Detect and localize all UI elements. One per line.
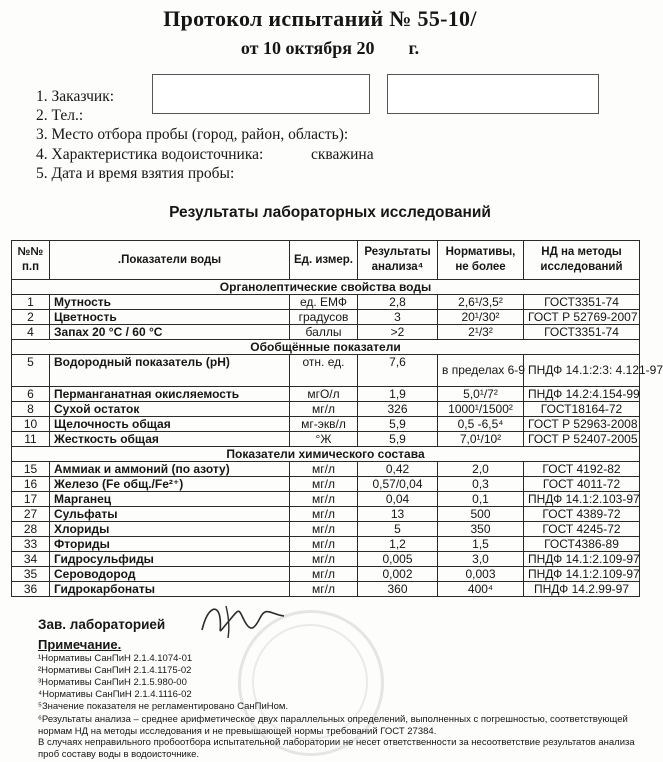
row-norm: 1,5 bbox=[438, 537, 524, 552]
results-table bbox=[11, 240, 663, 597]
row-norm: 7,0¹/10² bbox=[438, 432, 524, 447]
field-label: 4. Характеристика водоисточника: bbox=[36, 146, 264, 163]
row-result: 0,42 bbox=[358, 462, 438, 477]
row-result: 0,04 bbox=[358, 492, 438, 507]
row-unit: °Ж bbox=[290, 432, 358, 447]
row-unit: мгО/л bbox=[290, 387, 358, 402]
row-unit: градусов bbox=[290, 310, 358, 325]
table-row bbox=[12, 537, 640, 552]
col-header-result: Результаты анализа⁴ bbox=[358, 241, 438, 280]
row-indicator: Запах 20 °С / 60 °С bbox=[50, 325, 290, 340]
row-number: 33 bbox=[12, 537, 50, 552]
row-number: 1 bbox=[12, 295, 50, 310]
row-method: ГОСТ 4011-72 bbox=[524, 477, 640, 492]
table-row bbox=[12, 402, 640, 417]
row-unit: мг/л bbox=[290, 402, 358, 417]
row-method: ГОСТ4386-89 bbox=[524, 537, 640, 552]
row-method: ГОСТ18164-72 bbox=[524, 402, 640, 417]
section-row bbox=[12, 447, 640, 462]
table-row bbox=[12, 295, 640, 310]
row-indicator: Перманганатная окисляемость bbox=[50, 387, 290, 402]
field-label: 1. Заказчик: bbox=[36, 88, 115, 105]
row-result: 3 bbox=[358, 310, 438, 325]
row-norm: 3,0 bbox=[438, 552, 524, 567]
row-unit: отн. ед. bbox=[290, 355, 358, 387]
signature-image bbox=[198, 600, 288, 640]
table-header-row bbox=[12, 241, 640, 280]
results-title: Результаты лабораторных исследований bbox=[169, 204, 491, 221]
row-unit: мг/л bbox=[290, 492, 358, 507]
row-unit: мг-экв/л bbox=[290, 417, 358, 432]
row-norm: 350 bbox=[438, 522, 524, 537]
row-norm: 0,1 bbox=[438, 492, 524, 507]
field-sampling-place bbox=[36, 126, 348, 144]
row-number: 8 bbox=[12, 402, 50, 417]
field-sample-date bbox=[36, 165, 234, 183]
note-item: ⁴Нормативы СанПиН 2.1.4.1116-02 bbox=[38, 689, 192, 700]
row-norm: 500 bbox=[438, 507, 524, 522]
row-indicator: Железо (Fe общ./Fe²⁺) bbox=[50, 477, 290, 492]
row-number: 11 bbox=[12, 432, 50, 447]
row-unit: мг/л bbox=[290, 522, 358, 537]
section-title: Показатели химического состава bbox=[12, 447, 640, 462]
table-row bbox=[12, 417, 640, 432]
row-indicator: Гидросульфиды bbox=[50, 552, 290, 567]
table-row bbox=[12, 567, 640, 582]
row-number: 34 bbox=[12, 552, 50, 567]
table-row bbox=[12, 477, 640, 492]
row-method: ГОСТ Р 52769-2007 bbox=[524, 310, 640, 325]
row-number: 6 bbox=[12, 387, 50, 402]
row-indicator: Мутность bbox=[50, 295, 290, 310]
row-result: 7,6 bbox=[358, 355, 438, 387]
row-number: 16 bbox=[12, 477, 50, 492]
row-indicator: Фториды bbox=[50, 537, 290, 552]
row-number: 4 bbox=[12, 325, 50, 340]
row-norm: 0,5 -6,5⁴ bbox=[438, 417, 524, 432]
row-norm: 20¹/30² bbox=[438, 310, 524, 325]
table-row bbox=[12, 432, 640, 447]
section-row bbox=[12, 340, 640, 355]
row-unit: баллы bbox=[290, 325, 358, 340]
field-value: скважина bbox=[311, 146, 374, 163]
row-indicator: Марганец bbox=[50, 492, 290, 507]
row-method: ПНДФ 14.1:2.109-97 bbox=[524, 552, 640, 567]
remark-sampling: В случаях неправильного пробоотбора испытательной лаборатории не несет ответственности за несоответствие результатов анализа проб составу воды в водоисточнике. bbox=[38, 737, 635, 760]
row-method: ПНДФ 14.2.99-97 bbox=[524, 582, 640, 597]
row-norm: 400⁴ bbox=[438, 582, 524, 597]
row-method: ПНДФ 14.1:2.103-97 bbox=[524, 492, 640, 507]
table-row bbox=[12, 507, 640, 522]
row-indicator: Хлориды bbox=[50, 522, 290, 537]
protocol-date bbox=[0, 38, 660, 59]
row-result: 5 bbox=[358, 522, 438, 537]
field-label: 5. Дата и время взятия пробы: bbox=[36, 165, 235, 182]
note-item: ³Нормативы СанПиН 2.1.5.980-00 bbox=[38, 677, 187, 688]
protocol-title: Протокол испытаний № 55-10/ bbox=[163, 6, 477, 31]
table-row bbox=[12, 387, 640, 402]
field-label: 2. Тел.: bbox=[36, 107, 84, 124]
row-method: ГОСТ3351-74 bbox=[524, 295, 640, 310]
row-unit: мг/л bbox=[290, 552, 358, 567]
row-number: 17 bbox=[12, 492, 50, 507]
redacted-box-customer bbox=[152, 74, 370, 114]
col-header-number: №№ п.п bbox=[12, 241, 50, 280]
table-row bbox=[12, 310, 640, 325]
row-number: 36 bbox=[12, 582, 50, 597]
row-method: ГОСТ 4245-72 bbox=[524, 522, 640, 537]
row-unit: мг/л bbox=[290, 462, 358, 477]
field-customer bbox=[36, 88, 114, 106]
row-number: 10 bbox=[12, 417, 50, 432]
row-result: 360 bbox=[358, 582, 438, 597]
row-method: ГОСТ 4389-72 bbox=[524, 507, 640, 522]
note-item: ⁵Значение показателя не регламентировано СанПиНом. bbox=[38, 701, 289, 712]
field-water-source bbox=[36, 146, 374, 164]
row-unit: мг/л bbox=[290, 567, 358, 582]
row-norm: 1000¹/1500² bbox=[438, 402, 524, 417]
notes-title: Примечание. bbox=[38, 637, 122, 652]
table-row bbox=[12, 522, 640, 537]
row-result: 5,9 bbox=[358, 417, 438, 432]
row-result: 2,8 bbox=[358, 295, 438, 310]
row-number: 28 bbox=[12, 522, 50, 537]
section-title: Органолептические свойства воды bbox=[12, 280, 640, 295]
field-phone bbox=[36, 107, 83, 125]
row-norm: 0,003 bbox=[438, 567, 524, 582]
row-result: 0,57/0,04 bbox=[358, 477, 438, 492]
col-header-indicator: .Показатели воды bbox=[50, 241, 290, 280]
row-method: ГОСТ Р 52407-2005 bbox=[524, 432, 640, 447]
head-of-lab-label: Зав. лабораторией bbox=[38, 617, 166, 632]
row-result: 1,2 bbox=[358, 537, 438, 552]
col-header-unit: Ед. измер. bbox=[290, 241, 358, 280]
row-result: 0,005 bbox=[358, 552, 438, 567]
remark-results: ⁶Результаты анализа – среднее арифметическое двух параллельных определений, выполненных с погрешностью, соответствующей нормам НД на методы исследования и не превышающей нормы требований ГОСТ 27384. bbox=[38, 714, 628, 737]
col-header-method: НД на методы исследований bbox=[524, 241, 640, 280]
row-indicator: Сероводород bbox=[50, 567, 290, 582]
row-norm: 5,0¹/7² bbox=[438, 387, 524, 402]
row-indicator: Водородный показатель (pH) bbox=[50, 355, 290, 387]
row-method: ПНДФ 14.2:4.154-99 bbox=[524, 387, 640, 402]
row-indicator: Сухой остаток bbox=[50, 402, 290, 417]
row-unit: мг/л bbox=[290, 507, 358, 522]
row-number: 2 bbox=[12, 310, 50, 325]
section-row bbox=[12, 280, 640, 295]
row-number: 35 bbox=[12, 567, 50, 582]
row-result: 1,9 bbox=[358, 387, 438, 402]
row-norm: 2,0 bbox=[438, 462, 524, 477]
row-norm: 2,6¹/3,5² bbox=[438, 295, 524, 310]
row-indicator: Гидрокарбонаты bbox=[50, 582, 290, 597]
row-indicator: Цветность bbox=[50, 310, 290, 325]
row-indicator: Аммиак и аммоний (по азоту) bbox=[50, 462, 290, 477]
row-result: 13 bbox=[358, 507, 438, 522]
row-number: 27 bbox=[12, 507, 50, 522]
table-row bbox=[12, 325, 640, 340]
section-title: Обобщённые показатели bbox=[12, 340, 640, 355]
table-row bbox=[12, 462, 640, 477]
row-result: >2 bbox=[358, 325, 438, 340]
row-unit: мг/л bbox=[290, 582, 358, 597]
row-method: ПНДФ 14.1:2:3: 4.121-97 bbox=[524, 355, 640, 387]
row-norm: 2¹/3² bbox=[438, 325, 524, 340]
table-row bbox=[12, 492, 640, 507]
col-header-norm: Нормативы, не более bbox=[438, 241, 524, 280]
table-row bbox=[12, 552, 640, 567]
table-row bbox=[12, 582, 640, 597]
row-result: 326 bbox=[358, 402, 438, 417]
row-indicator: Сульфаты bbox=[50, 507, 290, 522]
row-indicator: Жесткость общая bbox=[50, 432, 290, 447]
row-method: ГОСТ Р 52963-2008 bbox=[524, 417, 640, 432]
row-unit: ед. ЕМФ bbox=[290, 295, 358, 310]
row-unit: мг/л bbox=[290, 537, 358, 552]
note-item: ¹Нормативы СанПиН 2.1.4.1074-01 bbox=[38, 653, 193, 664]
row-number: 5 bbox=[12, 355, 50, 387]
row-norm: в пределах 6-9 bbox=[438, 355, 524, 387]
date-prefix: от 10 октября 20 bbox=[240, 38, 375, 58]
date-suffix: г. bbox=[408, 38, 420, 58]
row-result: 5,9 bbox=[358, 432, 438, 447]
row-norm: 0,3 bbox=[438, 477, 524, 492]
row-number: 15 bbox=[12, 462, 50, 477]
field-label: 3. Место отбора пробы (город, район, область): bbox=[36, 126, 349, 143]
row-unit: мг/л bbox=[290, 477, 358, 492]
row-result: 0,002 bbox=[358, 567, 438, 582]
note-item: ²Нормативы СанПиН 2.1.4.1175-02 bbox=[38, 665, 192, 676]
table-row bbox=[12, 355, 640, 387]
row-method: ГОСТ 4192-82 bbox=[524, 462, 640, 477]
row-method: ПНДФ 14.1:2.109-97 bbox=[524, 567, 640, 582]
row-method: ГОСТ3351-74 bbox=[524, 325, 640, 340]
row-indicator: Щелочность общая bbox=[50, 417, 290, 432]
redacted-box-phone bbox=[387, 74, 599, 114]
